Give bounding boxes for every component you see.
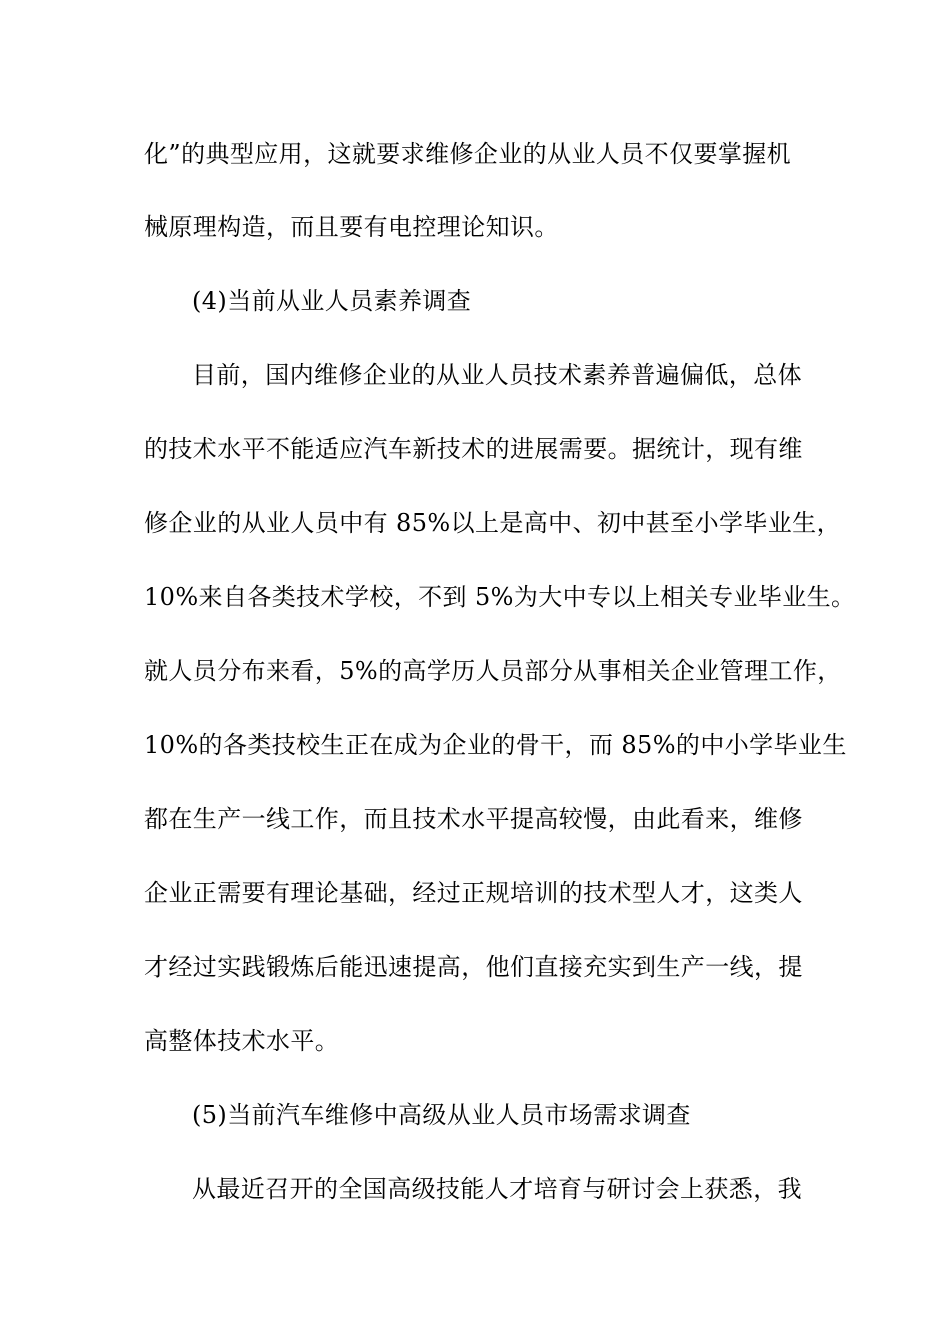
text-line: 都在生产一线工作，而且技术水平提高较慢，由此看来，维修	[144, 805, 803, 833]
section-heading-4: (4)当前从业人员素养调查	[192, 287, 472, 315]
text-line: 械原理构造，而且要有电控理论知识。	[144, 213, 559, 241]
text-line: 化”的典型应用，这就要求维修企业的从业人员不仅要掌握机	[144, 140, 792, 168]
paragraph-start: 从最近召开的全国高级技能人才培育与研讨会上获悉，我	[192, 1175, 802, 1203]
text-line: 企业正需要有理论基础，经过正规培训的技术型人才，这类人	[144, 879, 803, 907]
paragraph-start: 目前，国内维修企业的从业人员技术素养普遍偏低，总体	[192, 361, 802, 389]
text-line: 10%的各类技校生正在成为企业的骨干，而 85%的中小学毕业生	[144, 731, 847, 759]
text-line: 高整体技术水平。	[144, 1027, 340, 1055]
text-line: 修企业的从业人员中有 85%以上是高中、初中甚至小学毕业生，	[144, 509, 841, 537]
text-line: 就人员分布来看，5%的高学历人员部分从事相关企业管理工作，	[144, 657, 842, 685]
text-line: 才经过实践锻炼后能迅速提高，他们直接充实到生产一线，提	[144, 953, 803, 981]
text-line: 10%来自各类技术学校，不到 5%为大中专以上相关专业毕业生。	[144, 583, 856, 611]
section-heading-5: (5)当前汽车维修中高级从业人员市场需求调查	[192, 1101, 691, 1129]
text-line: 的技术水平不能适应汽车新技术的进展需要。据统计，现有维	[144, 435, 803, 463]
